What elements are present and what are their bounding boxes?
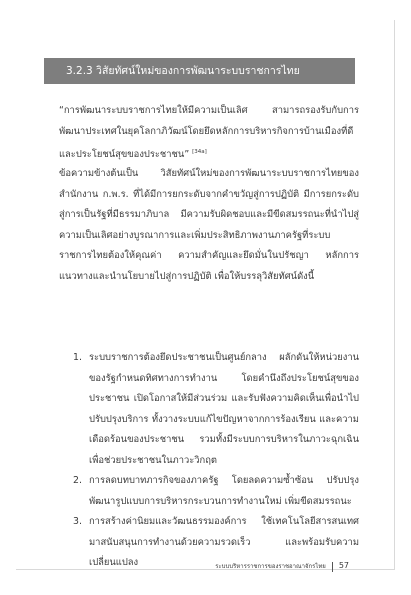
section-heading-text: 3.2.3 วิสัยทัศน์ใหม่ของการพัฒนาระบบราชการไทย — [66, 65, 300, 77]
vision-quote-text: “การพัฒนาระบบราชการไทยให้มีความเป็นเลิศ สามารถรองรับกับการพัฒนาประเทศในยุคโลกาภิวัฒน์โดยยึดหลักการบริหารกิจการบ้านเมืองที่ดีและประโยชน์สุขของประชาชน” — [59, 105, 359, 160]
body-paragraph: ข้อความข้างต้นเป็น วิสัยทัศน์ใหม่ของการพัฒนาระบบราชการไทยของสำนักงาน ก.พ.ร. ที่ได้มีการยกระดับจากคำขวัญสู่การปฏิบัติ มีการยกระดับสู่การเป็นรัฐที่มีธรรมาภิบาล มีความรับผิดชอบและมีขีดสมรรถนะที่นำไปสู่ความเป็นเลิศอย่างบูรณาการและเพิ่มประสิทธิภาพงานภาครัฐที่ระบบราชการไทยต้องให้คุณค่า ความสำคัญและยึดมั่นในปรัชญา หลักการ แนวทางและนำนโยบายไปสู่การปฏิบัติ เพื่อให้บรรลุวิสัยทัศน์ดังนี้ — [59, 168, 359, 282]
page-number: 57 — [338, 561, 349, 570]
vision-quote — [59, 101, 359, 166]
list-item-number: 1. — [73, 352, 82, 363]
citation-reference: [34a] — [192, 149, 207, 155]
list-item-text: ระบบราชการต้องยึดประชาชนเป็นศูนย์กลาง ผลักดันให้หน่วยงานของรัฐกำหนดทิศทางการทำงาน โดยคำนึงถึงประโยชน์สุขของประชาชน เปิดโอกาสให้มีส่วนร่วม และรับฟังความคิดเห็นเพื่อนำไปปรับปรุงบริการ ทั้งวางระบบแก้ไขปัญหาจากการร้องเรียน และความเดือดร้อนของประชาชน รวมทั้งมีระบบการบริหารในภาวะฉุกเฉินเพื่อช่วยประชาชนในภาวะวิกฤต — [89, 352, 359, 466]
section-heading — [44, 58, 355, 84]
page-footer — [215, 560, 349, 573]
footer-book-title: ระบบบริหารราชการของราชอาณาจักรไทย — [215, 563, 326, 570]
list-item-number: 2. — [73, 475, 82, 486]
footer-divider — [332, 562, 333, 572]
list-item-number: 3. — [73, 516, 82, 527]
list-item — [59, 471, 359, 512]
list-item-text: การลดบทบาทภารกิจของภาครัฐ โดยลดความซ้ำซ้อน ปรับปรุงพัฒนารูปแบบการบริหารกระบวนการทำงานใหม่ เพิ่มขีดสมรรถนะ — [89, 475, 359, 507]
list-item-text: การสร้างค่านิยมและวัฒนธรรมองค์การ ใช้เทคโนโลยีสารสนเทศมาสนับสนุนการทำงานด้วยความรวดเร็ว และพร้อมรับความเปลี่ยนแปลง — [89, 516, 359, 568]
list-item — [59, 348, 359, 471]
